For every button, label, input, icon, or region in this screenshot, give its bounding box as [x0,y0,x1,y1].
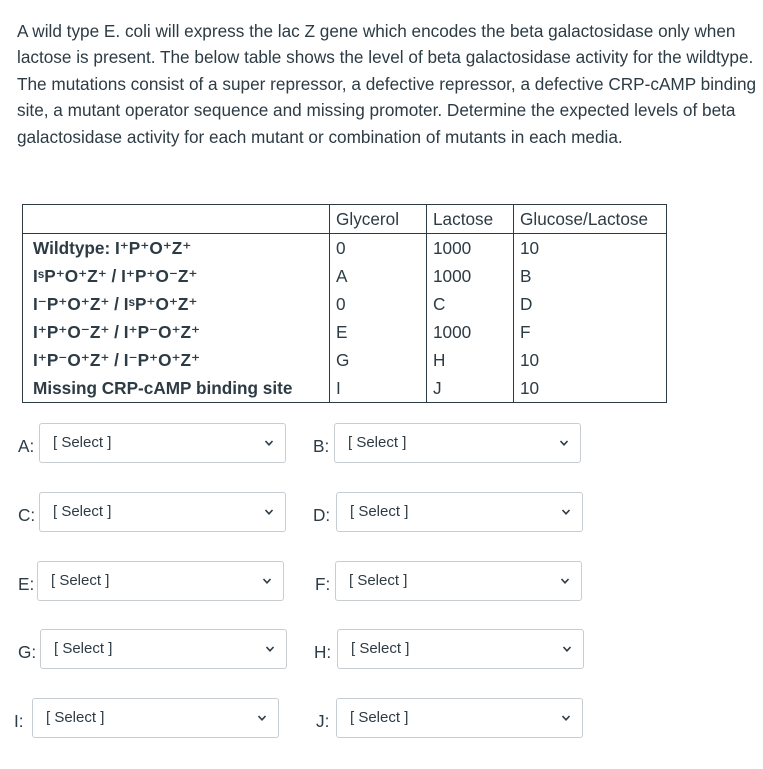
glucose-lactose-cell: F [514,318,667,346]
glycerol-cell: I [330,374,427,403]
select-label-e: E: [18,574,35,594]
lactose-cell: 1000 [427,318,514,346]
select-label-c: C: [18,505,36,525]
select-label-i: I: [14,711,24,731]
glucose-lactose-cell: 10 [514,234,667,263]
answer-select-f[interactable] [335,561,582,601]
lactose-cell: J [427,374,514,403]
lactose-cell: C [427,290,514,318]
chevron-down-icon [265,644,275,654]
answer-select-j[interactable] [336,698,583,738]
select-value: [ Select ] [46,709,105,726]
select-label-f: F: [315,574,331,594]
genotype-cell [23,234,330,263]
select-label-j: J: [316,711,330,731]
chevron-down-icon [561,713,571,723]
chevron-down-icon [264,507,274,517]
chevron-down-icon [264,438,274,448]
genotype-label: I⁺P⁺O⁻Z⁺ / I⁺P⁻O⁺Z⁺ [33,321,201,342]
select-value: [ Select ] [54,640,113,657]
table-row [23,234,667,263]
select-row-e-f [0,561,763,605]
select-row-i-j [0,698,763,742]
answer-select-g[interactable] [40,629,287,669]
chevron-down-icon [562,644,572,654]
select-value: [ Select ] [351,640,410,657]
chevron-down-icon [257,713,267,723]
table-row [23,318,667,346]
answer-select-i[interactable] [32,698,279,738]
glucose-lactose-cell: B [514,262,667,290]
genotype-label: IˢP⁺O⁺Z⁺ / I⁺P⁺O⁻Z⁺ [33,265,198,286]
table-row [23,262,667,290]
select-value: [ Select ] [53,434,112,451]
table-row [23,346,667,374]
glucose-lactose-cell: 10 [514,346,667,374]
select-value: [ Select ] [51,572,110,589]
glucose-lactose-cell: 10 [514,374,667,403]
chevron-down-icon [559,438,569,448]
beta-galactosidase-table [22,204,667,403]
select-value: [ Select ] [350,503,409,520]
glycerol-cell: 0 [330,290,427,318]
glycerol-cell: 0 [330,234,427,263]
select-label-a: A: [18,436,35,456]
glycerol-cell: E [330,318,427,346]
select-value: [ Select ] [349,572,408,589]
select-label-d: D: [313,505,331,525]
lactose-cell: H [427,346,514,374]
select-value: [ Select ] [350,709,409,726]
answer-select-d[interactable] [336,492,583,532]
answer-select-c[interactable] [39,492,286,532]
genotype-cell [23,374,330,403]
genotype-label: Missing CRP-cAMP binding site [33,377,293,398]
genotype-cell [23,346,330,374]
answer-select-a[interactable] [39,423,286,463]
answer-select-b[interactable] [334,423,581,463]
genotype-label: I⁺P⁻O⁺Z⁺ / I⁻P⁺O⁺Z⁺ [33,349,201,370]
glycerol-cell: G [330,346,427,374]
glycerol-cell: A [330,262,427,290]
genotype-label: I⁻P⁺O⁺Z⁺ / IˢP⁺O⁺Z⁺ [33,293,198,314]
table-header-blank [23,205,330,234]
genotype-wildtype: Wildtype: I⁺P⁺O⁺Z⁺ [33,237,192,258]
answer-select-e[interactable] [37,561,284,601]
table-header-row [23,205,667,234]
question-text: A wild type E. coli will express the lac Z gene which encodes the beta galactosidase only when lactose is present. The below table shows the level of beta galactosidase activity for the wildtype. The mutations consist of a super repressor, a defective repressor, a defective CRP-cAMP binding site, a mutant operator sequence and missing promoter. Determine the expected levels of beta galactosidase activity for each mutant or combination of mutants in each media. [17,21,757,147]
glucose-lactose-cell: D [514,290,667,318]
chevron-down-icon [262,576,272,586]
table-header-glucose-lactose: Glucose/Lactose [514,205,667,234]
chevron-down-icon [561,507,571,517]
select-row-g-h [0,629,763,673]
select-label-b: B: [313,436,330,456]
table-row [23,374,667,403]
select-value: [ Select ] [348,434,407,451]
select-row-a-b [0,423,763,467]
select-row-c-d [0,492,763,536]
answer-select-h[interactable] [337,629,584,669]
chevron-down-icon [560,576,570,586]
table-row [23,290,667,318]
genotype-cell [23,262,330,290]
select-value: [ Select ] [53,503,112,520]
genotype-cell [23,318,330,346]
table-header-lactose: Lactose [427,205,514,234]
lactose-cell: 1000 [427,234,514,263]
lactose-cell: 1000 [427,262,514,290]
select-label-g: G: [18,642,37,662]
genotype-cell [23,290,330,318]
select-label-h: H: [314,642,332,662]
table-header-glycerol: Glycerol [330,205,427,234]
